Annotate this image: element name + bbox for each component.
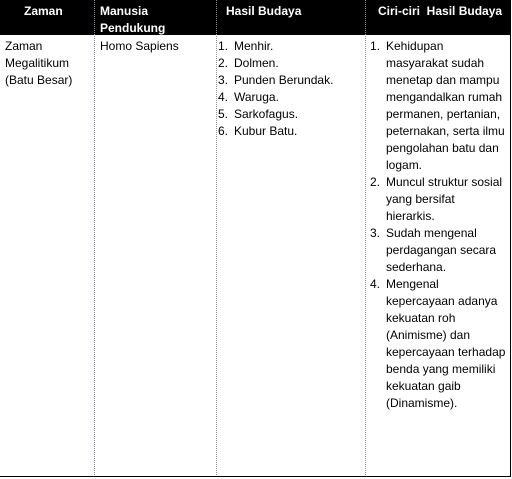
cell-zaman: Zaman Megalitikum (Batu Besar) — [5, 39, 73, 87]
table-bottom-border — [0, 476, 511, 477]
list-item: 6. Kubur Batu. — [218, 124, 298, 138]
column-divider — [365, 0, 366, 477]
cell-manusia: Homo Sapiens — [100, 39, 179, 53]
list-item: 4. Waruga. — [218, 90, 279, 104]
list-item: 3. Punden Berundak. — [218, 73, 334, 87]
list-hasil-budaya — [218, 38, 360, 140]
list-item: 2. Dolmen. — [218, 56, 279, 70]
column-divider — [94, 0, 95, 477]
header-hasil-budaya: Hasil Budaya — [226, 4, 302, 18]
list-item: 3. Sudah mengenal perdagangan secara sederhana. — [370, 226, 497, 274]
header-ciri-hasil-budaya: Ciri-ciri Hasil Budaya — [378, 4, 503, 18]
list-ciri-hasil-budaya — [370, 38, 506, 412]
list-item: 5. Sarkofagus. — [218, 107, 299, 121]
list-item: 2. Muncul struktur sosial yang bersifat hierarkis. — [370, 175, 503, 223]
header-zaman: Zaman — [24, 4, 63, 18]
table-right-border — [510, 0, 511, 477]
list-item: 1. Menhir. — [218, 39, 274, 53]
list-item: 4. Mengenal kepercayaan adanya kekuatan roh (Animisme) dan kepercayaan terhadap benda yang memiliki kekuatan gaib (Dinamisme). — [370, 277, 506, 410]
list-item: 1. Kehidupan masyarakat sudah menetap dan mampu mengandalkan rumah permanen, pertanian, peternakan, serta ilmu pengolahan batu dan logam. — [370, 39, 505, 172]
column-divider — [216, 0, 217, 477]
header-manusia-pendukung: Manusia Pendukung — [100, 4, 166, 35]
